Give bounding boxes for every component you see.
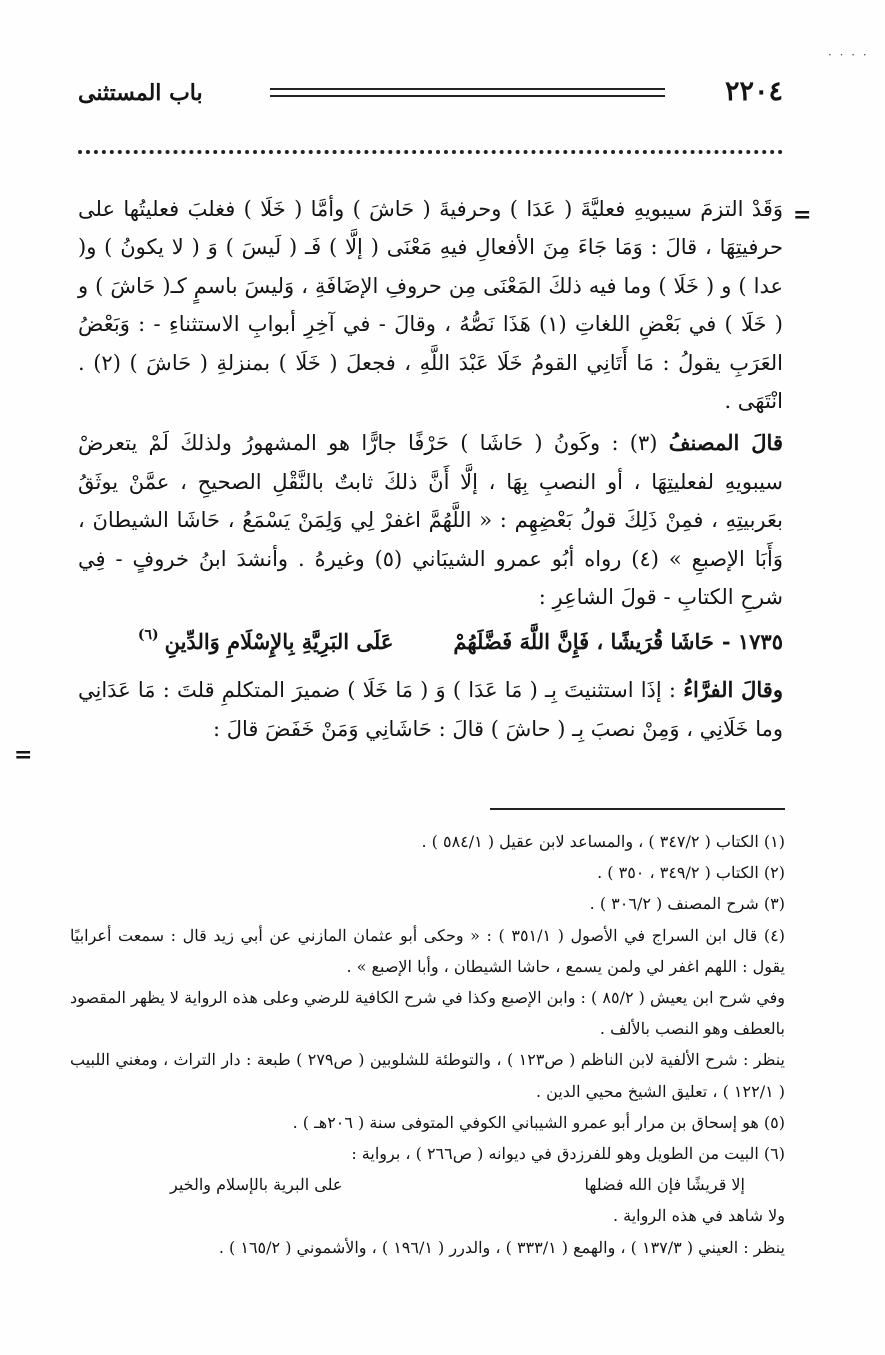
verse-hemistich-2: عَلَى البَرِيَّةِ بِالإِسْلَامِ وَالدِّينِ — [164, 629, 394, 655]
verse-number: ١٧٣٥ - — [721, 629, 783, 655]
dotted-divider — [78, 150, 783, 154]
footnote-6-verse-hemistich-2: على البرية بالإسلام والخير — [170, 1175, 343, 1195]
paragraph-2-body: (٣) : وكَونُ ( حَاشَا ) حَرْفًا جارًّا هو المشهورُ ولذلكَ لَمْ يتعرضْ سيبويهِ لفعليتِهَا ، أو النصبِ بِهَا ، إلَّا أَنَّ ذلكَ ثابتٌ بالنَّقْلِ الصحيحِ ، عمَّنْ يوثَقُ بعَربيتِهِ ، فمِنْ ذَلِكَ قولُ بَعْضِهِم : « اللَّهُمَّ اغفرْ لِي وَلِمَنْ يَسْمَعُ ، حَاشَا الشيطانَ ، وَأَبَا الإصبعِ » (٤) رواه أبُو عمرو الشيبَاني (٥) وغيرهُ . وأنشدَ ابنُ خروفٍ - فِي شرحِ الكتابِ - قولَ الشاعِرِ : — [78, 431, 783, 610]
paragraph-2 — [78, 424, 783, 616]
paragraph-2-lead: قالَ المصنفُ — [668, 430, 783, 456]
page-number: ٢٢٠٤ — [724, 76, 783, 107]
continuation-mark-bottom: = — [14, 742, 33, 768]
paragraph-3-body: : إذَا استثنيتَ بِـ ( مَا عَدَا ) وَ ( مَا خَلَا ) ضميرَ المتكلمِ قلتَ : مَا عَدَانِي وما خَلَانِي ، وَمِنْ نصبَ بِـ ( حاشَ ) قالَ : حَاشَانِي وَمَنْ خَفَضَ قالَ : — [78, 678, 783, 741]
footnote-4-refs: ينظر : شرح الألفية لابن الناظم ( ص١٢٣ ) ، والتوطئة للشلوبين ( ص٢٧٩ ) طبعة : دار التراث ، ومغني اللبيب ( ١٢٢/١ ) ، تعليق الشيخ محيي الدين . — [70, 1050, 786, 1101]
footnote-5: (٥) هو إسحاق بن مرار أبو عمرو الشيباني الكوفي المتوفى سنة ( ٢٠٦هـ ) . — [292, 1112, 785, 1132]
paragraph-1: وَقَدْ التزمَ سيبويهِ فعليَّةَ ( عَدَا ) وحرفيةَ ( حَاشَ ) وأمَّا ( خَلَا ) فغلبَ فعليتُها على حرفيتِهَا ، قالَ : وَمَا جَاءَ مِنَ الأفعالِ فيهِ مَعْنَى ( إلَّا ) فَـ ( لَيسَ ) وَ ( لا يكونُ ) و( عدا ) و ( خَلَا ) وما فيه ذلكَ المَعْنَى مِن حروفِ الإضَافَةِ ، وَليسَ باسمٍ كـ( حَاشَ ) و ( خَلَا ) في بَعْضِ اللغاتِ (١) هَذَا نَصُّهُ ، وقالَ - في آخِرِ أبوابِ الاستثناءِ - : وَبَعْضُ العَرَبِ يقولُ : مَا أَتَانِي القومُ خَلَا عَبْدَ اللَّهِ ، فجعلَ ( خَلَا ) بمنزلةِ ( حَاشَ ) (٢) . انْتَهَى . — [78, 197, 783, 414]
footnote-6-refs: ينظر : العيني ( ١٣٧/٣ ) ، والهمع ( ٣٣٣/١ ) ، والدرر ( ١٩٦/١ ) ، والأشموني ( ١٦٥/٢ ) . — [218, 1237, 785, 1257]
poetry-verse — [78, 622, 783, 665]
chapter-title: باب المستثنى — [78, 80, 203, 106]
footnotes — [70, 826, 785, 1263]
footnote-6-verse — [70, 1169, 785, 1200]
continuation-mark-top: = — [793, 202, 812, 228]
page-header — [78, 74, 783, 114]
main-text — [78, 190, 783, 748]
footnote-4: (٤) قال ابن السراج في الأصول ( ٣٥١/١ ) : « وحكى أبو عثمان المازني عن أبي زيد قال : سمعت أعرابيًا يقول : اللهم اغفر لي ولمن يسمع ، حاشا الشيطان ، وأبا الإصبع » . — [70, 925, 785, 976]
footnote-6: (٦) البيت من الطويل وهو للفرزدق في ديوانه ( ص٢٦٦ ) ، برواية : — [351, 1144, 785, 1164]
footnote-2: (٢) الكتاب ( ٣٤٩/٢ ، ٣٥٠ ) . — [597, 863, 785, 883]
footnote-rule — [490, 808, 785, 810]
footnote-6-note: ولا شاهد في هذه الرواية . — [612, 1206, 785, 1226]
footnote-1: (١) الكتاب ( ٣٤٧/٢ ) ، والمساعد لابن عقيل ( ٥٨٤/١ ) . — [421, 832, 785, 851]
paragraph-3-lead: وقالَ الفرَّاءُ — [683, 677, 783, 703]
footnote-3: (٣) شرح المصنف ( ٣٠٦/٢ ) . — [589, 894, 785, 914]
footnote-6-verse-hemistich-1: إلا قريشًا فإن الله فضلها — [584, 1175, 745, 1195]
paragraph-3 — [78, 671, 783, 748]
corner-mark: · · · · — [828, 48, 869, 62]
footnote-4-cont: وفي شرح ابن يعيش ( ٨٥/٢ ) : وابن الإصبع وكذا في شرح الكافية للرضي وعلى هذه الرواية لا يظهر المقصود بالعطف وهو النصب بالألف . — [70, 988, 785, 1039]
verse-footnote-ref: (٦) — [137, 627, 159, 644]
verse-hemistich-1: حَاشَا قُرَيشًا ، فَإِنَّ اللَّهَ فَضَّلَهُمْ — [453, 629, 714, 655]
header-rule — [270, 88, 665, 97]
